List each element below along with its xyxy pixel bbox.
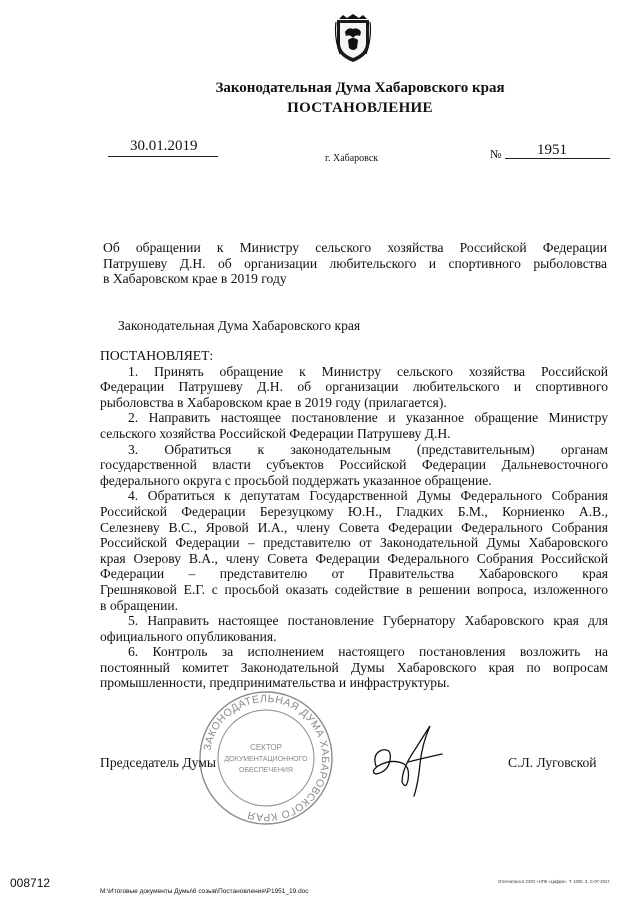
paragraph-line: 4. Обратиться к депутатам Государственной Думы Федерального Собрания (128, 488, 608, 504)
signatory-name: С.Л. Луговской (508, 755, 597, 770)
date-underline (108, 156, 218, 157)
paragraph-line: официального опубликования. (100, 628, 277, 644)
paragraph-line: 3. Обратиться к законодательным (представительным) органам (128, 441, 608, 457)
paragraph-line: в обращении. (100, 597, 179, 613)
paragraph-3 (100, 442, 608, 489)
paragraph-line: 1. Принять обращение к Министру сельского хозяйства Российской (128, 363, 608, 379)
paragraph-line: постоянный комитет Законодательной Думы Хабаровского края по вопросам (100, 659, 608, 675)
document-date: 30.01.2019 (130, 138, 198, 154)
stamp-center-line: ОБЕСПЕЧЕНИЯ (239, 767, 293, 774)
paragraph-line: Федерации – представителю от Правительства Хабаровского края (100, 566, 608, 582)
stamp-ring-text: ЗАКОНОДАТЕЛЬНАЯ ДУМА ХАБАРОВСКОГО КРАЯ (201, 692, 332, 824)
paragraph-5 (100, 613, 608, 644)
document-subject (103, 240, 607, 287)
subject-line: в Хабаровском крае в 2019 году (103, 271, 287, 287)
khabarovsk-krai-coat-of-arms-icon (334, 14, 372, 64)
city-label: г. Хабаровск (325, 153, 379, 164)
paragraph-1 (100, 364, 608, 411)
signatory-position: Председатель Думы (100, 755, 217, 770)
paragraph-line: 2. Направить настоящее постановление и указанное обращение Министру (128, 410, 608, 426)
paragraph-4 (100, 488, 608, 613)
document-number: 1951 (537, 142, 567, 158)
official-stamp (196, 688, 336, 828)
paragraph-line: промышленности, предпринимательства и инфраструктуры. (100, 675, 450, 691)
file-path: M:\Итоговые документы Думы\6 созыв\Постановления\P1951_19.doc (100, 888, 309, 895)
stamp-center-line: ДОКУМЕНТАЦИОННОГО (224, 756, 308, 763)
preamble (118, 318, 598, 334)
paragraph-line: федерального округа с просьбой поддержать указанное обращение. (100, 472, 492, 488)
number-sign: № (490, 147, 502, 161)
registration-number: 008712 (10, 876, 51, 890)
paragraph-line: 6. Контроль за исполнением настоящего постановления возложить на (128, 644, 608, 660)
paragraph-6 (100, 644, 608, 691)
paragraph-line: сельского хозяйства Российской Федерации Патрушеву Д.Н. (100, 425, 451, 441)
document-type-title: ПОСТАНОВЛЕНИЕ (287, 100, 433, 116)
organization-title: Законодательная Дума Хабаровского края (215, 80, 505, 96)
paragraph-line: государственной власти субъектов Российской Федерации Дальневосточного (100, 457, 608, 473)
paragraph-line: Российской Федерации – представителю от Законодательной Думы Хабаровского (100, 535, 608, 551)
printer-note: Отпечатано в ООО «НПК «Цифра». Т. 1000. З. С-07-2017. (498, 879, 611, 884)
paragraph-line: Грешняковой Е.Г. с просьбой оказать содействие в решении вопроса, изложенного (100, 581, 608, 597)
stamp-center-line: СЕКТОР (250, 743, 282, 752)
paragraph-line: Селезневу В.С., Яровой И.А., члену Совета Федерации Федерального Собрания (100, 519, 608, 535)
subject-line: Об обращении к Министру сельского хозяйства Российской Федерации (103, 240, 607, 255)
handwritten-signature (368, 718, 450, 800)
subject-line: Патрушеву Д.Н. об организации любительского и спортивного рыболовства (103, 255, 607, 271)
paragraph-line: рыболовства в Хабаровском крае в 2019 году (прилагается). (100, 394, 447, 410)
paragraph-line: края Озерову В.А., члену Совета Федерации Федерального Собрания Российской (100, 550, 608, 566)
paragraph-line: 5. Направить настоящее постановление Губернатору Хабаровского края для (128, 613, 608, 629)
preamble-issuer: Законодательная Дума Хабаровского края (118, 318, 361, 333)
paragraph-line: Российской Федерации Березуцкому Ю.Н., Гладких Б.М., Корниенко А.В., (100, 503, 608, 519)
paragraph-2 (100, 410, 608, 441)
paragraph-line: Федерации Патрушеву Д.Н. об организации любительского и спортивного (100, 379, 608, 395)
resolution-body (100, 348, 608, 691)
number-underline (505, 158, 610, 159)
resolves-heading: ПОСТАНОВЛЯЕТ: (100, 348, 214, 363)
